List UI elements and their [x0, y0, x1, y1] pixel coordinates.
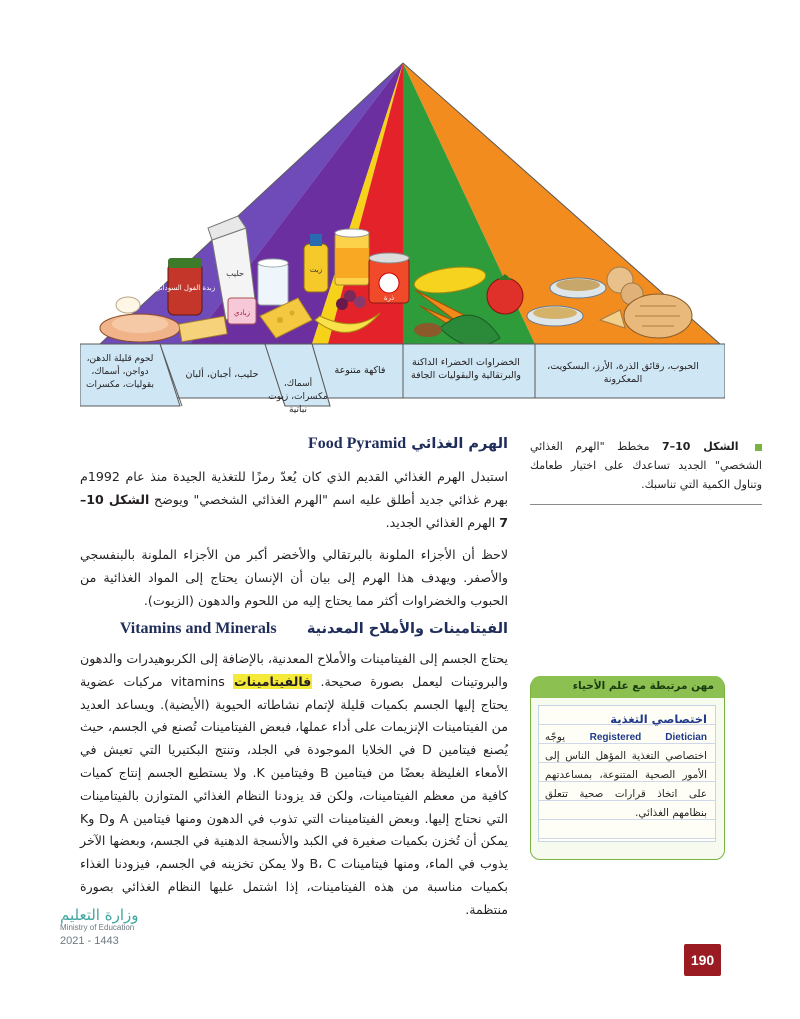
heading-en: Food Pyramid — [307, 435, 407, 452]
label-vegetables: الخضراوات الخضراء الداكنة والبرتقالية والبقوليات الجافة — [411, 357, 521, 381]
highlighted-term: فالفيتامينات — [234, 673, 312, 689]
caption-figure-number: الشكل 10–7 — [662, 440, 739, 453]
term-english: vitamins — [170, 673, 225, 689]
paragraph-3-start: يحتاج الجسم إلى الفيتامينات والأملاح المعدنية، بالإضافة إلى الكربوهيدرات والدهون والبروتينات ليعمل بصورة صحيحة. — [80, 651, 508, 689]
figure-caption — [530, 437, 762, 494]
jar-label: زبدة الفول السوداني — [154, 284, 216, 292]
label-oils: أسماك، مكسرات، زيوت نباتية — [268, 379, 328, 415]
caption-divider — [530, 504, 762, 505]
paragraph-3-rest: مركبات عضوية يحتاج إليها الجسم بكميات قليلة لإتمام نشاطاته الحيوية (الأيضية). ويساعد العديد من الفيتامينات الإنزيمات على أداء عملها، فبعض الفيتامينات تُصنع في الجسم، حيث يُصنع فيتامين D في الخلايا الموجودة في الجلد، وتنتج البكتيريا التي تعيش في الأمعاء الغليظة بعضًا من فيتامين B وفيتامين K. ولا يستطيع الجسم إنتاج كميات كافية من معظم الفيتامينات، ولكن قد يزودنا النظام الغذائي المتوازن بالفيتامينات التي نحتاج إليها. وبعض الفيتامينات التي تذوب في الدهون ومنها فيتامين A وD وK يمكن أن تُخزن بكميات صغيرة في الكبد والأنسجة الدهنية في الجسم، وبعضها الآخر يذوب في الماء، ومنها فيتامينات B، C ولا يمكن تخزينه في الجسم، فيزودنا الغذاء بكميات مناسبة من هذه الفيتامينات، إذا اشتمل عليها النظام الغذائي بصورة منتظمة. — [80, 673, 508, 917]
label-fruits: فاكهة متنوعة — [334, 365, 386, 376]
paragraph-2: لاحظ أن الأجزاء الملونة بالبرتقالي والأخضر أكبر من الأجزاء الملونة بالبنفسجي والأصفر. ويهدف هذا الهرم إلى بيان أن الإنسان يحتاج إلى المواد الغذائية من الحبوب والخضراوات أكثر مما يحتاج إليه من اللحوم والدهون (الزيوت). — [80, 547, 508, 608]
heading-ar: الهرم الغذائي — [411, 436, 508, 452]
career-title-en: Registered Dietician — [589, 732, 707, 743]
food-pyramid-figure — [80, 58, 725, 408]
career-tab: مهن مرتبطة مع علم الأحياء — [531, 676, 724, 698]
label-meat: لحوم قليلة الدهن، دواجن، أسماك، بقوليات، مكسرات — [86, 354, 154, 390]
paragraph-1-text: استبدل الهرم الغذائي القديم الذي كان يُعدّ رمزًا للتغذية الجيدة منذ عام 1992م بهرم غذائي جديد أطلق عليه اسم "الهرم الغذائي الشخصي" ويوضح — [80, 469, 508, 507]
milk-carton-label: حليب — [226, 269, 244, 278]
heading-en-2: Vitamins and Minerals — [119, 620, 277, 637]
section-heading-vitamins — [120, 620, 508, 638]
label-grains: الحبوب، رقائق الذرة، الأرز، البسكويت، المعكرونة — [547, 361, 699, 385]
label-milk: حليب، أجبان، ألبان — [185, 369, 259, 380]
career-description: يوجّه اختصاصي التغذية المؤهل الناس إلى الأمور الصحية المتنوعة، بمساعدتهم على اتخاذ قرارات صحية تتعلق بنظامهم الغذائي. — [545, 731, 707, 819]
oil-label: زيت — [309, 266, 323, 274]
edition-year: 2021 - 1443 — [60, 935, 119, 947]
career-title: اختصاصي التغذية — [610, 712, 707, 726]
paragraph-1 — [80, 466, 508, 534]
page-number: 190 — [684, 944, 721, 976]
ministry-logo — [60, 906, 160, 947]
paragraph-1-end: الهرم الغذائي الجديد. — [385, 514, 496, 530]
career-text — [545, 728, 707, 823]
heading-ar-2: الفيتامينات والأملاح المعدنية — [306, 621, 508, 637]
caption-marker — [755, 444, 762, 451]
can-label: ذرة — [383, 294, 395, 302]
caption-text: مخطط "الهرم الغذائي الشخصي" الجديد تساعدك على اختيار طعامك وتناول الكمية التي تناسبك. — [530, 440, 762, 491]
figure-reference: الشكل 10–7 — [80, 491, 508, 530]
section-heading-food-pyramid — [308, 435, 508, 453]
ministry-name-ar: وزارة التعليم — [60, 906, 139, 924]
paragraph-3 — [80, 648, 508, 922]
ministry-name-en: Ministry of Education — [60, 923, 135, 932]
career-note — [538, 705, 716, 842]
yogurt-label: زبادي — [233, 309, 251, 317]
